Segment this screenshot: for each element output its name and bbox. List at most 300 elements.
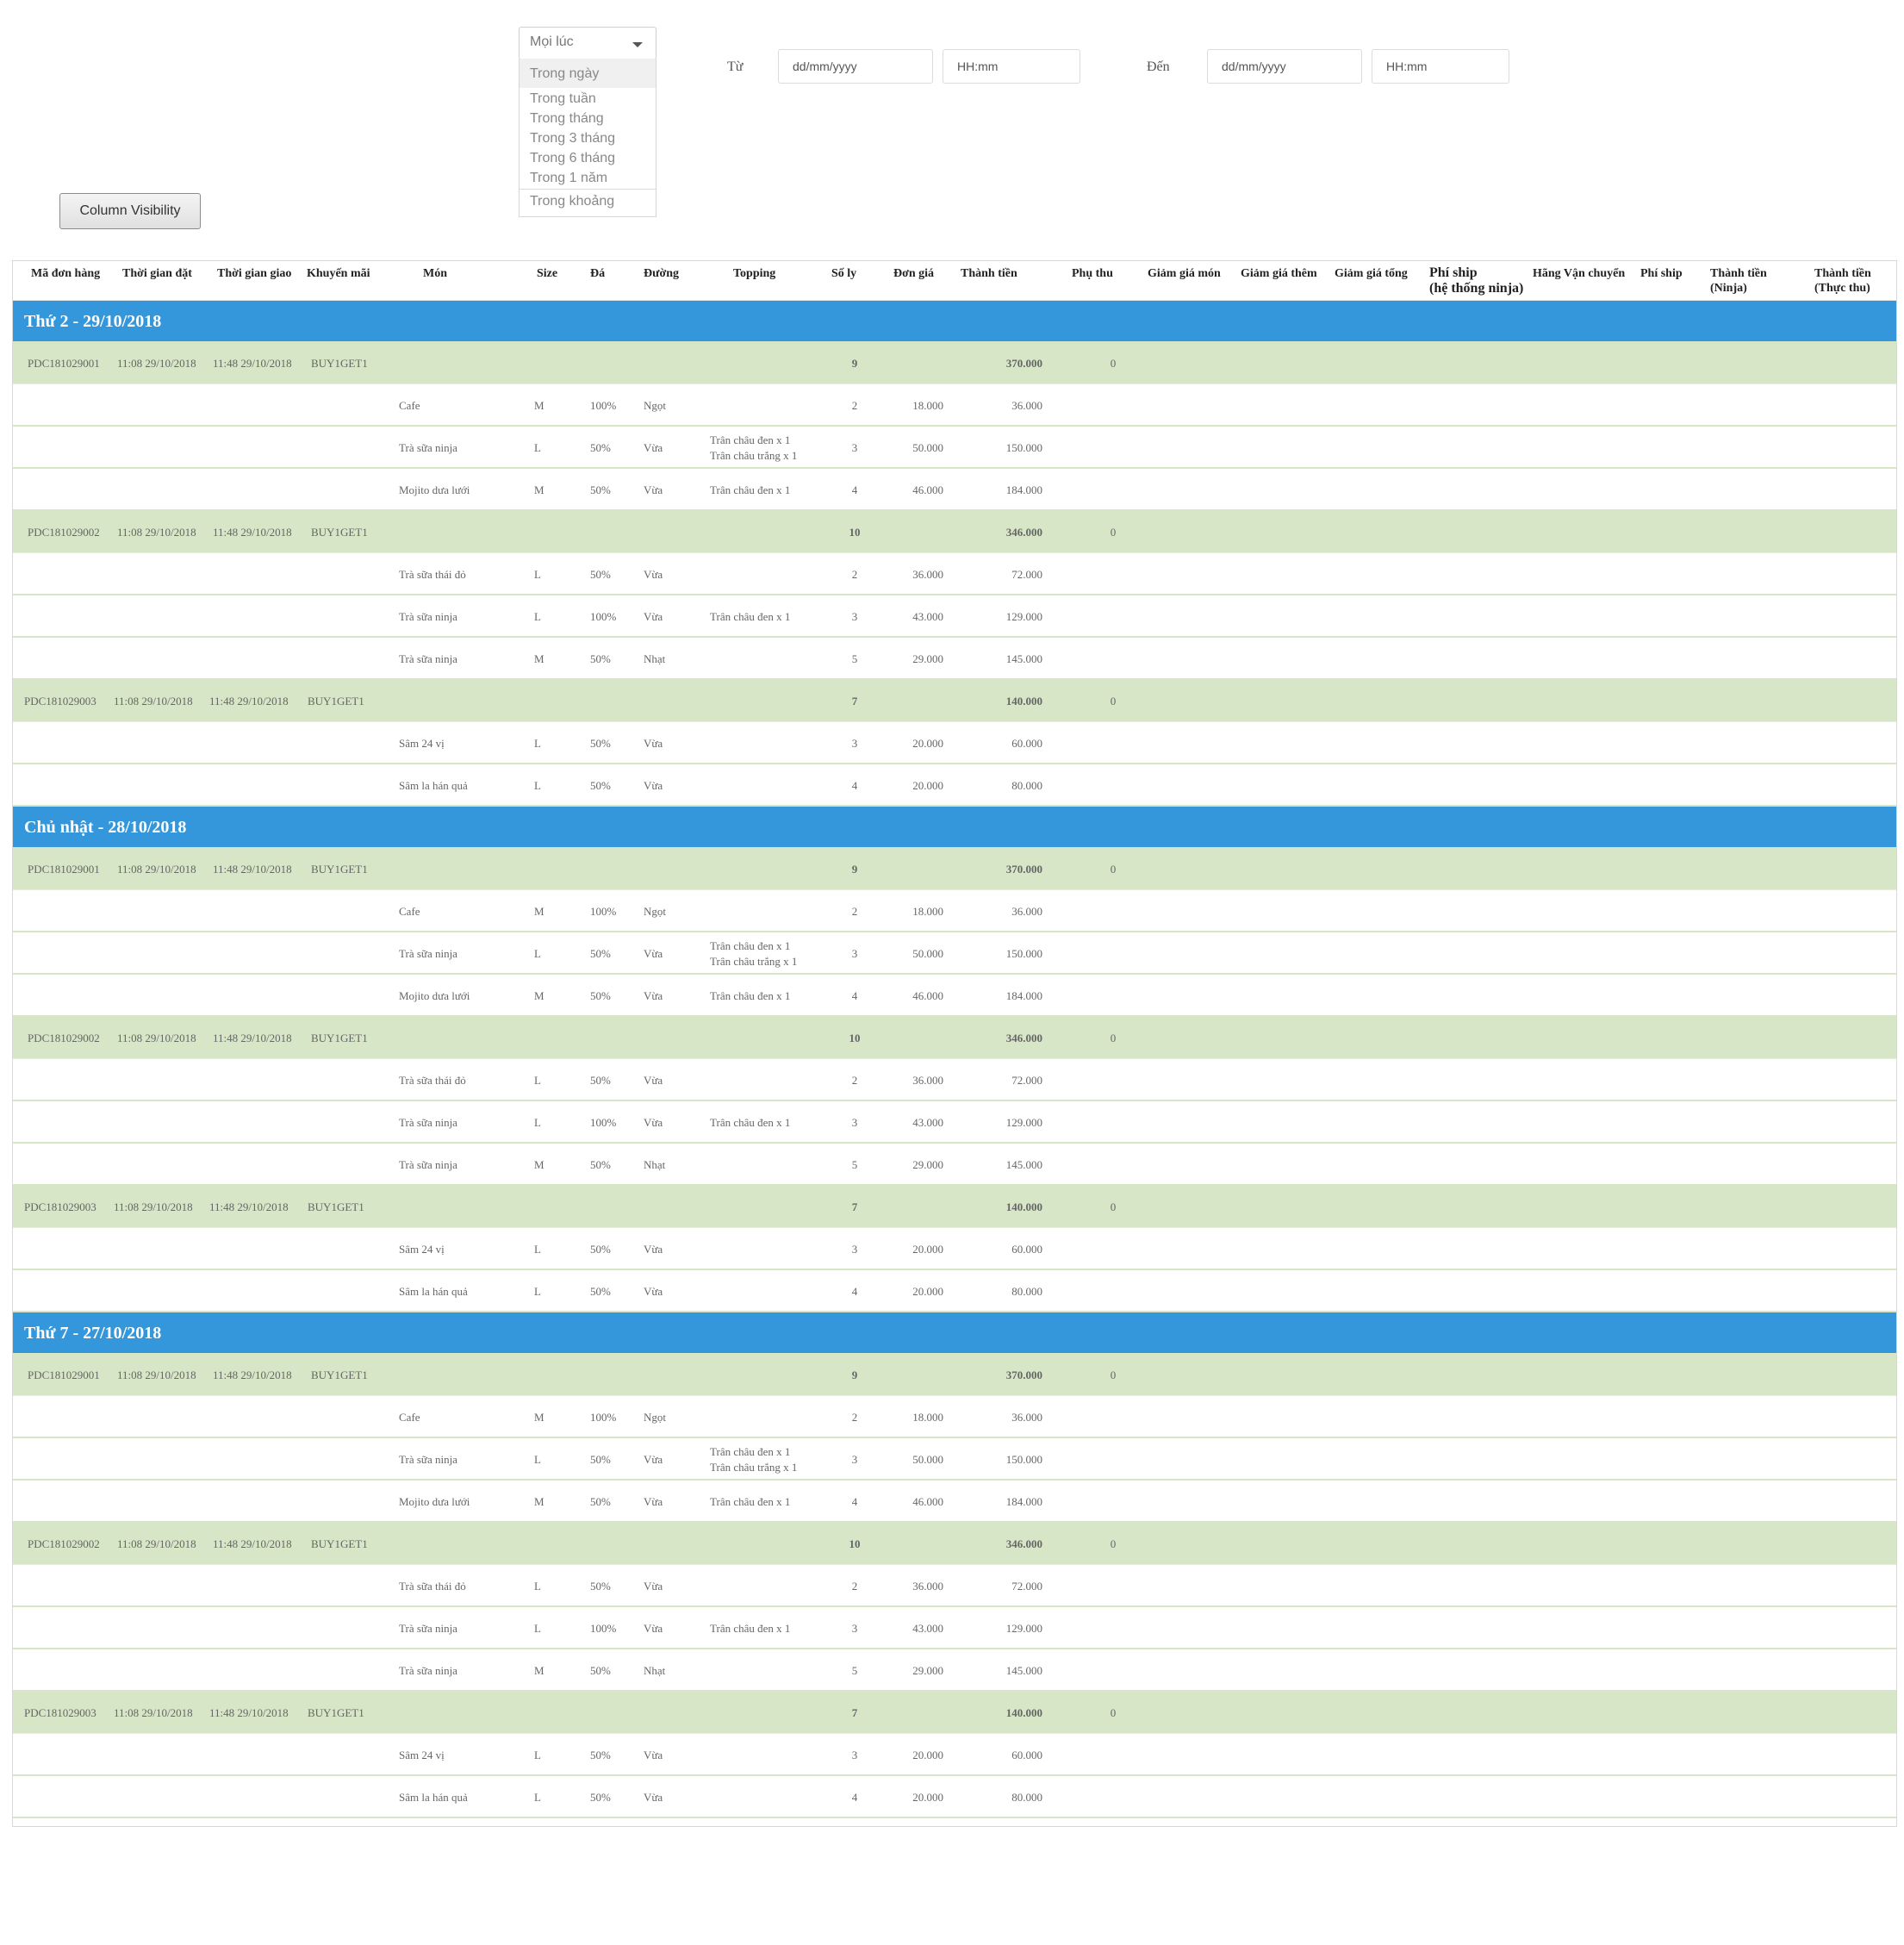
item-ice: 50% (590, 1749, 611, 1761)
item-unit-price: 20.000 (912, 1243, 943, 1256)
item-row (13, 1228, 1896, 1270)
promotion-code: BUY1GET1 (311, 1032, 368, 1044)
item-size: L (534, 1791, 541, 1804)
day-group-header[interactable]: Chủ nhật - 28/10/2018 (13, 807, 1896, 848)
item-row (13, 1059, 1896, 1101)
item-name: Mojito dưa lưới (399, 989, 470, 1002)
item-amount: 72.000 (1011, 1074, 1042, 1087)
item-unit-price: 46.000 (912, 483, 943, 496)
item-row (13, 1607, 1896, 1649)
from-time-input[interactable] (943, 49, 1080, 84)
topping-line: Trân châu đen x 1 (710, 989, 791, 1002)
order-row[interactable] (13, 1692, 1896, 1734)
promotion-code: BUY1GET1 (308, 1200, 364, 1213)
order-time: 11:08 29/10/2018 (117, 1537, 196, 1550)
item-amount: 129.000 (1005, 1116, 1042, 1129)
order-row[interactable] (13, 1017, 1896, 1059)
item-ice: 50% (590, 1664, 611, 1677)
item-unit-price: 20.000 (912, 1749, 943, 1761)
item-name: Mojito dưa lưới (399, 1495, 470, 1508)
order-surcharge: 0 (1110, 357, 1117, 370)
to-label: Đến (1147, 59, 1170, 74)
item-amount: 36.000 (1011, 905, 1042, 918)
item-sugar: Vừa (644, 989, 663, 1002)
order-qty: 9 (851, 863, 858, 876)
col-ice[interactable]: Đá (590, 267, 606, 280)
item-amount: 184.000 (1005, 989, 1042, 1002)
item-amount: 60.000 (1011, 1243, 1042, 1256)
item-name: Sâm la hán quả (399, 1791, 468, 1804)
item-size: L (534, 568, 541, 581)
order-amount: 370.000 (1005, 1368, 1042, 1381)
item-amount: 184.000 (1005, 1495, 1042, 1508)
item-row (13, 595, 1896, 638)
item-qty: 3 (851, 441, 858, 454)
delivery-time: 11:48 29/10/2018 (213, 1537, 292, 1550)
item-row (13, 1396, 1896, 1438)
col-total-actual-line2: (Thực thu) (1814, 282, 1870, 295)
order-amount: 370.000 (1005, 357, 1042, 370)
item-qty: 3 (851, 1116, 858, 1129)
menu-item-custom-range[interactable]: Trong khoảng (530, 194, 615, 209)
order-surcharge: 0 (1110, 1200, 1117, 1213)
item-sugar: Vừa (644, 737, 663, 750)
col-total-actual-line1: Thành tiền (1814, 267, 1871, 280)
item-row (13, 764, 1896, 807)
item-sugar: Vừa (644, 1622, 663, 1635)
item-qty: 2 (851, 568, 858, 581)
item-sugar: Vừa (644, 1116, 663, 1129)
col-total-discount[interactable]: Giảm giá tổng (1335, 267, 1408, 280)
promotion-code: BUY1GET1 (308, 695, 364, 708)
order-surcharge: 0 (1110, 1368, 1117, 1381)
to-time-input[interactable] (1372, 49, 1509, 84)
item-topping (710, 1607, 790, 1649)
item-unit-price: 46.000 (912, 1495, 943, 1508)
item-amount: 129.000 (1005, 610, 1042, 623)
order-surcharge: 0 (1110, 1537, 1117, 1550)
item-row (13, 975, 1896, 1017)
delivery-time: 11:48 29/10/2018 (209, 1200, 289, 1213)
col-total-ninja-line1: Thành tiền (1710, 267, 1767, 280)
item-row (13, 553, 1896, 595)
item-qty: 4 (851, 989, 858, 1002)
item-unit-price: 50.000 (912, 1453, 943, 1466)
item-name: Cafe (399, 399, 420, 412)
item-qty: 5 (851, 1158, 858, 1171)
item-size: L (534, 1116, 541, 1129)
item-row (13, 1438, 1896, 1481)
item-topping (710, 469, 790, 511)
item-ice: 50% (590, 652, 611, 665)
item-unit-price: 43.000 (912, 1116, 943, 1129)
item-size: L (534, 1074, 541, 1087)
item-unit-price: 18.000 (912, 399, 943, 412)
item-qty: 5 (851, 652, 858, 665)
item-sugar: Vừa (644, 568, 663, 581)
col-total-ninja[interactable] (1710, 266, 1767, 296)
order-id[interactable]: PDC181029002 (28, 1537, 100, 1550)
item-ice: 50% (590, 1074, 611, 1087)
item-sugar: Nhạt (644, 652, 666, 665)
item-ice: 50% (590, 1495, 611, 1508)
item-ice: 50% (590, 779, 611, 792)
item-qty: 3 (851, 1749, 858, 1761)
item-qty: 3 (851, 1243, 858, 1256)
delivery-time: 11:48 29/10/2018 (213, 1032, 292, 1044)
col-ship-fee-system[interactable] (1429, 265, 1523, 296)
delivery-time: 11:48 29/10/2018 (213, 357, 292, 370)
order-surcharge: 0 (1110, 863, 1117, 876)
item-topping (710, 1444, 797, 1475)
item-amount: 150.000 (1005, 1453, 1042, 1466)
time-range-select[interactable] (519, 27, 656, 59)
item-size: M (534, 1664, 544, 1677)
order-time: 11:08 29/10/2018 (117, 1368, 196, 1381)
item-row (13, 1101, 1896, 1144)
col-ship-fee[interactable]: Phí ship (1640, 267, 1683, 280)
item-name: Sâm 24 vị (399, 737, 445, 750)
col-order-id[interactable]: Mã đơn hàng (31, 267, 101, 280)
col-item-discount[interactable]: Giảm giá món (1148, 267, 1221, 280)
promotion-code: BUY1GET1 (311, 1537, 368, 1550)
item-ice: 50% (590, 1243, 611, 1256)
item-unit-price: 43.000 (912, 610, 943, 623)
item-sugar: Ngọt (644, 1411, 666, 1424)
order-amount: 346.000 (1005, 1032, 1042, 1044)
order-amount: 140.000 (1005, 695, 1042, 708)
table-body (13, 301, 1896, 1818)
item-ice: 100% (590, 905, 617, 918)
item-unit-price: 20.000 (912, 1285, 943, 1298)
order-surcharge: 0 (1110, 526, 1117, 539)
item-size: M (534, 905, 544, 918)
order-amount: 346.000 (1005, 1537, 1042, 1550)
item-unit-price: 50.000 (912, 441, 943, 454)
item-ice: 100% (590, 1116, 617, 1129)
item-qty: 3 (851, 610, 858, 623)
topping-line: Trân châu trắng x 1 (710, 1461, 798, 1474)
menu-item-week[interactable]: Trong tuần (530, 91, 596, 106)
item-amount: 60.000 (1011, 1749, 1042, 1761)
order-id[interactable]: PDC181029003 (24, 1706, 96, 1719)
order-id[interactable]: PDC181029002 (28, 1032, 100, 1044)
col-total-ninja-line2: (Ninja) (1710, 282, 1747, 295)
order-amount: 346.000 (1005, 526, 1042, 539)
item-name: Trà sữa ninja (399, 652, 457, 665)
chevron-down-icon (632, 42, 643, 47)
col-ship-fee-system-line1: Phí ship (1429, 265, 1478, 280)
order-id[interactable]: PDC181029002 (28, 526, 100, 539)
order-time: 11:08 29/10/2018 (117, 863, 196, 876)
item-row (13, 469, 1896, 511)
item-ice: 50% (590, 568, 611, 581)
item-unit-price: 43.000 (912, 1622, 943, 1635)
to-date-input[interactable] (1207, 49, 1362, 84)
item-ice: 50% (590, 737, 611, 750)
item-row (13, 1144, 1896, 1186)
item-topping (710, 975, 790, 1017)
order-row[interactable] (13, 342, 1896, 384)
item-sugar: Vừa (644, 779, 663, 792)
item-size: M (534, 483, 544, 496)
item-sugar: Vừa (644, 441, 663, 454)
item-sugar: Vừa (644, 1453, 663, 1466)
orders-report-table (12, 260, 1897, 1827)
item-qty: 3 (851, 947, 858, 960)
order-qty: 9 (851, 1368, 858, 1381)
item-size: M (534, 1495, 544, 1508)
menu-item-1-year[interactable]: Trong 1 năm (530, 171, 608, 185)
item-sugar: Vừa (644, 1580, 663, 1593)
item-unit-price: 29.000 (912, 1158, 943, 1171)
promotion-code: BUY1GET1 (308, 1706, 364, 1719)
order-id[interactable]: PDC181029003 (24, 695, 96, 708)
item-size: L (534, 1243, 541, 1256)
delivery-time: 11:48 29/10/2018 (213, 526, 292, 539)
order-time: 11:08 29/10/2018 (114, 695, 193, 708)
col-shipping-company[interactable]: Hãng Vận chuyển (1533, 267, 1626, 280)
item-sugar: Vừa (644, 947, 663, 960)
item-qty: 2 (851, 905, 858, 918)
item-name: Sâm la hán quả (399, 1285, 468, 1298)
topping-line: Trân châu đen x 1 (710, 433, 791, 446)
item-amount: 72.000 (1011, 1580, 1042, 1593)
delivery-time: 11:48 29/10/2018 (213, 1368, 292, 1381)
item-unit-price: 50.000 (912, 947, 943, 960)
item-amount: 36.000 (1011, 399, 1042, 412)
item-size: L (534, 441, 541, 454)
item-size: L (534, 947, 541, 960)
item-name: Trà sữa thái đỏ (399, 1580, 466, 1593)
item-name: Mojito dưa lưới (399, 483, 470, 496)
col-sugar[interactable]: Đường (644, 267, 680, 280)
item-name: Trà sữa ninja (399, 1116, 457, 1129)
item-sugar: Vừa (644, 1749, 663, 1761)
item-qty: 3 (851, 1453, 858, 1466)
menu-divider (520, 189, 656, 190)
item-size: L (534, 1453, 541, 1466)
item-amount: 145.000 (1005, 1664, 1042, 1677)
col-amount[interactable]: Thành tiền (961, 267, 1017, 280)
item-qty: 4 (851, 483, 858, 496)
topping-line: Trân châu đen x 1 (710, 483, 791, 496)
promotion-code: BUY1GET1 (311, 357, 368, 370)
item-amount: 80.000 (1011, 1791, 1042, 1804)
col-delivery-time[interactable]: Thời gian giao (217, 267, 292, 280)
item-name: Trà sữa ninja (399, 1664, 457, 1677)
item-size: L (534, 737, 541, 750)
item-sugar: Vừa (644, 1243, 663, 1256)
item-name: Sâm 24 vị (399, 1749, 445, 1761)
item-unit-price: 20.000 (912, 737, 943, 750)
topping-line: Trân châu trắng x 1 (710, 955, 798, 968)
order-time: 11:08 29/10/2018 (117, 1032, 196, 1044)
item-sugar: Vừa (644, 610, 663, 623)
item-size: M (534, 652, 544, 665)
item-row (13, 1270, 1896, 1312)
promotion-code: BUY1GET1 (311, 1368, 368, 1381)
order-time: 11:08 29/10/2018 (114, 1706, 193, 1719)
topping-line: Trân châu đen x 1 (710, 1445, 791, 1458)
item-row (13, 890, 1896, 932)
item-unit-price: 36.000 (912, 568, 943, 581)
topping-line: Trân châu đen x 1 (710, 1622, 791, 1635)
item-topping (710, 1101, 790, 1144)
item-size: M (534, 1411, 544, 1424)
col-ship-fee-system-line2: (hệ thống ninja) (1429, 281, 1524, 296)
item-name: Trà sữa thái đỏ (399, 1074, 466, 1087)
item-qty: 4 (851, 779, 858, 792)
col-size[interactable]: Size (537, 267, 558, 280)
time-range-menu (519, 59, 656, 217)
item-name: Sâm la hán quả (399, 779, 468, 792)
promotion-code: BUY1GET1 (311, 863, 368, 876)
col-surcharge[interactable]: Phụ thu (1072, 267, 1113, 280)
order-surcharge: 0 (1110, 1032, 1117, 1044)
item-size: M (534, 989, 544, 1002)
item-sugar: Ngọt (644, 399, 666, 412)
item-unit-price: 29.000 (912, 1664, 943, 1677)
item-ice: 50% (590, 1791, 611, 1804)
col-unit-price[interactable]: Đơn giá (893, 267, 935, 280)
item-amount: 80.000 (1011, 1285, 1042, 1298)
item-ice: 50% (590, 989, 611, 1002)
item-name: Trà sữa thái đỏ (399, 568, 466, 581)
column-visibility-button[interactable]: Column Visibility (59, 193, 201, 229)
order-id[interactable]: PDC181029001 (28, 357, 100, 370)
col-promotion[interactable]: Khuyến mãi (307, 267, 370, 280)
order-qty: 10 (849, 526, 861, 539)
item-name: Trà sữa ninja (399, 441, 457, 454)
item-row (13, 384, 1896, 427)
item-name: Trà sữa ninja (399, 1158, 457, 1171)
order-time: 11:08 29/10/2018 (114, 1200, 193, 1213)
order-row[interactable] (13, 848, 1896, 890)
item-row (13, 638, 1896, 680)
item-sugar: Vừa (644, 483, 663, 496)
item-amount: 80.000 (1011, 779, 1042, 792)
item-sugar: Ngọt (644, 905, 666, 918)
col-item[interactable]: Món (423, 267, 447, 280)
item-size: L (534, 1580, 541, 1593)
order-row[interactable] (13, 1186, 1896, 1228)
order-row[interactable] (13, 1523, 1896, 1565)
order-qty: 7 (851, 695, 858, 708)
menu-item-month[interactable]: Trong tháng (530, 111, 604, 126)
day-group-header[interactable]: Thứ 2 - 29/10/2018 (13, 301, 1896, 342)
order-qty: 10 (849, 1032, 861, 1044)
item-amount: 60.000 (1011, 737, 1042, 750)
menu-item-6-months[interactable]: Trong 6 tháng (530, 151, 616, 165)
item-sugar: Nhạt (644, 1158, 666, 1171)
item-name: Trà sữa ninja (399, 947, 457, 960)
item-amount: 150.000 (1005, 947, 1042, 960)
item-ice: 100% (590, 1411, 617, 1424)
item-topping (710, 1481, 790, 1523)
item-amount: 184.000 (1005, 483, 1042, 496)
item-amount: 129.000 (1005, 1622, 1042, 1635)
topping-line: Trân châu đen x 1 (710, 1495, 791, 1508)
item-qty: 3 (851, 737, 858, 750)
item-amount: 150.000 (1005, 441, 1042, 454)
item-name: Cafe (399, 1411, 420, 1424)
col-qty[interactable]: Số ly (831, 267, 857, 280)
table-header (13, 261, 1896, 301)
item-name: Trà sữa ninja (399, 1453, 457, 1466)
item-unit-price: 36.000 (912, 1074, 943, 1087)
col-topping[interactable]: Topping (733, 267, 776, 280)
delivery-time: 11:48 29/10/2018 (209, 695, 289, 708)
item-ice: 50% (590, 483, 611, 496)
item-row (13, 1776, 1896, 1818)
item-size: M (534, 399, 544, 412)
item-size: L (534, 610, 541, 623)
item-ice: 50% (590, 1285, 611, 1298)
item-qty: 4 (851, 1285, 858, 1298)
order-time: 11:08 29/10/2018 (117, 357, 196, 370)
item-qty: 5 (851, 1664, 858, 1677)
item-ice: 50% (590, 1580, 611, 1593)
col-order-time[interactable]: Thời gian đặt (122, 267, 192, 280)
col-extra-discount[interactable]: Giảm giá thêm (1241, 267, 1317, 280)
order-qty: 7 (851, 1200, 858, 1213)
order-id[interactable]: PDC181029003 (24, 1200, 96, 1213)
order-qty: 7 (851, 1706, 858, 1719)
order-amount: 140.000 (1005, 1200, 1042, 1213)
order-id[interactable]: PDC181029001 (28, 1368, 100, 1381)
order-row[interactable] (13, 1354, 1896, 1396)
order-surcharge: 0 (1110, 695, 1117, 708)
item-unit-price: 46.000 (912, 989, 943, 1002)
order-qty: 10 (849, 1537, 861, 1550)
item-amount: 36.000 (1011, 1411, 1042, 1424)
day-group-header[interactable]: Thứ 7 - 27/10/2018 (13, 1312, 1896, 1354)
item-unit-price: 29.000 (912, 652, 943, 665)
item-unit-price: 18.000 (912, 1411, 943, 1424)
item-unit-price: 20.000 (912, 1791, 943, 1804)
topping-line: Trân châu đen x 1 (710, 1116, 791, 1129)
order-row[interactable] (13, 680, 1896, 722)
time-range-selected: Mọi lúc (530, 34, 574, 49)
item-size: M (534, 1158, 544, 1171)
item-ice: 50% (590, 441, 611, 454)
item-ice: 50% (590, 1453, 611, 1466)
item-name: Trà sữa ninja (399, 610, 457, 623)
item-row (13, 722, 1896, 764)
order-qty: 9 (851, 357, 858, 370)
menu-item-3-months[interactable]: Trong 3 tháng (530, 131, 616, 146)
from-date-input[interactable] (778, 49, 933, 84)
item-name: Sâm 24 vị (399, 1243, 445, 1256)
item-topping (710, 938, 797, 969)
promotion-code: BUY1GET1 (311, 526, 368, 539)
item-qty: 3 (851, 1622, 858, 1635)
item-row (13, 1481, 1896, 1523)
from-label: Từ (727, 59, 744, 74)
order-amount: 140.000 (1005, 1706, 1042, 1719)
topping-line: Trân châu trắng x 1 (710, 449, 798, 462)
item-row (13, 427, 1896, 469)
menu-item-today[interactable]: Trong ngày (530, 66, 600, 81)
item-ice: 50% (590, 947, 611, 960)
col-total-actual[interactable] (1814, 266, 1871, 296)
item-amount: 72.000 (1011, 568, 1042, 581)
order-id[interactable]: PDC181029001 (28, 863, 100, 876)
item-ice: 100% (590, 399, 617, 412)
order-row[interactable] (13, 511, 1896, 553)
order-surcharge: 0 (1110, 1706, 1117, 1719)
